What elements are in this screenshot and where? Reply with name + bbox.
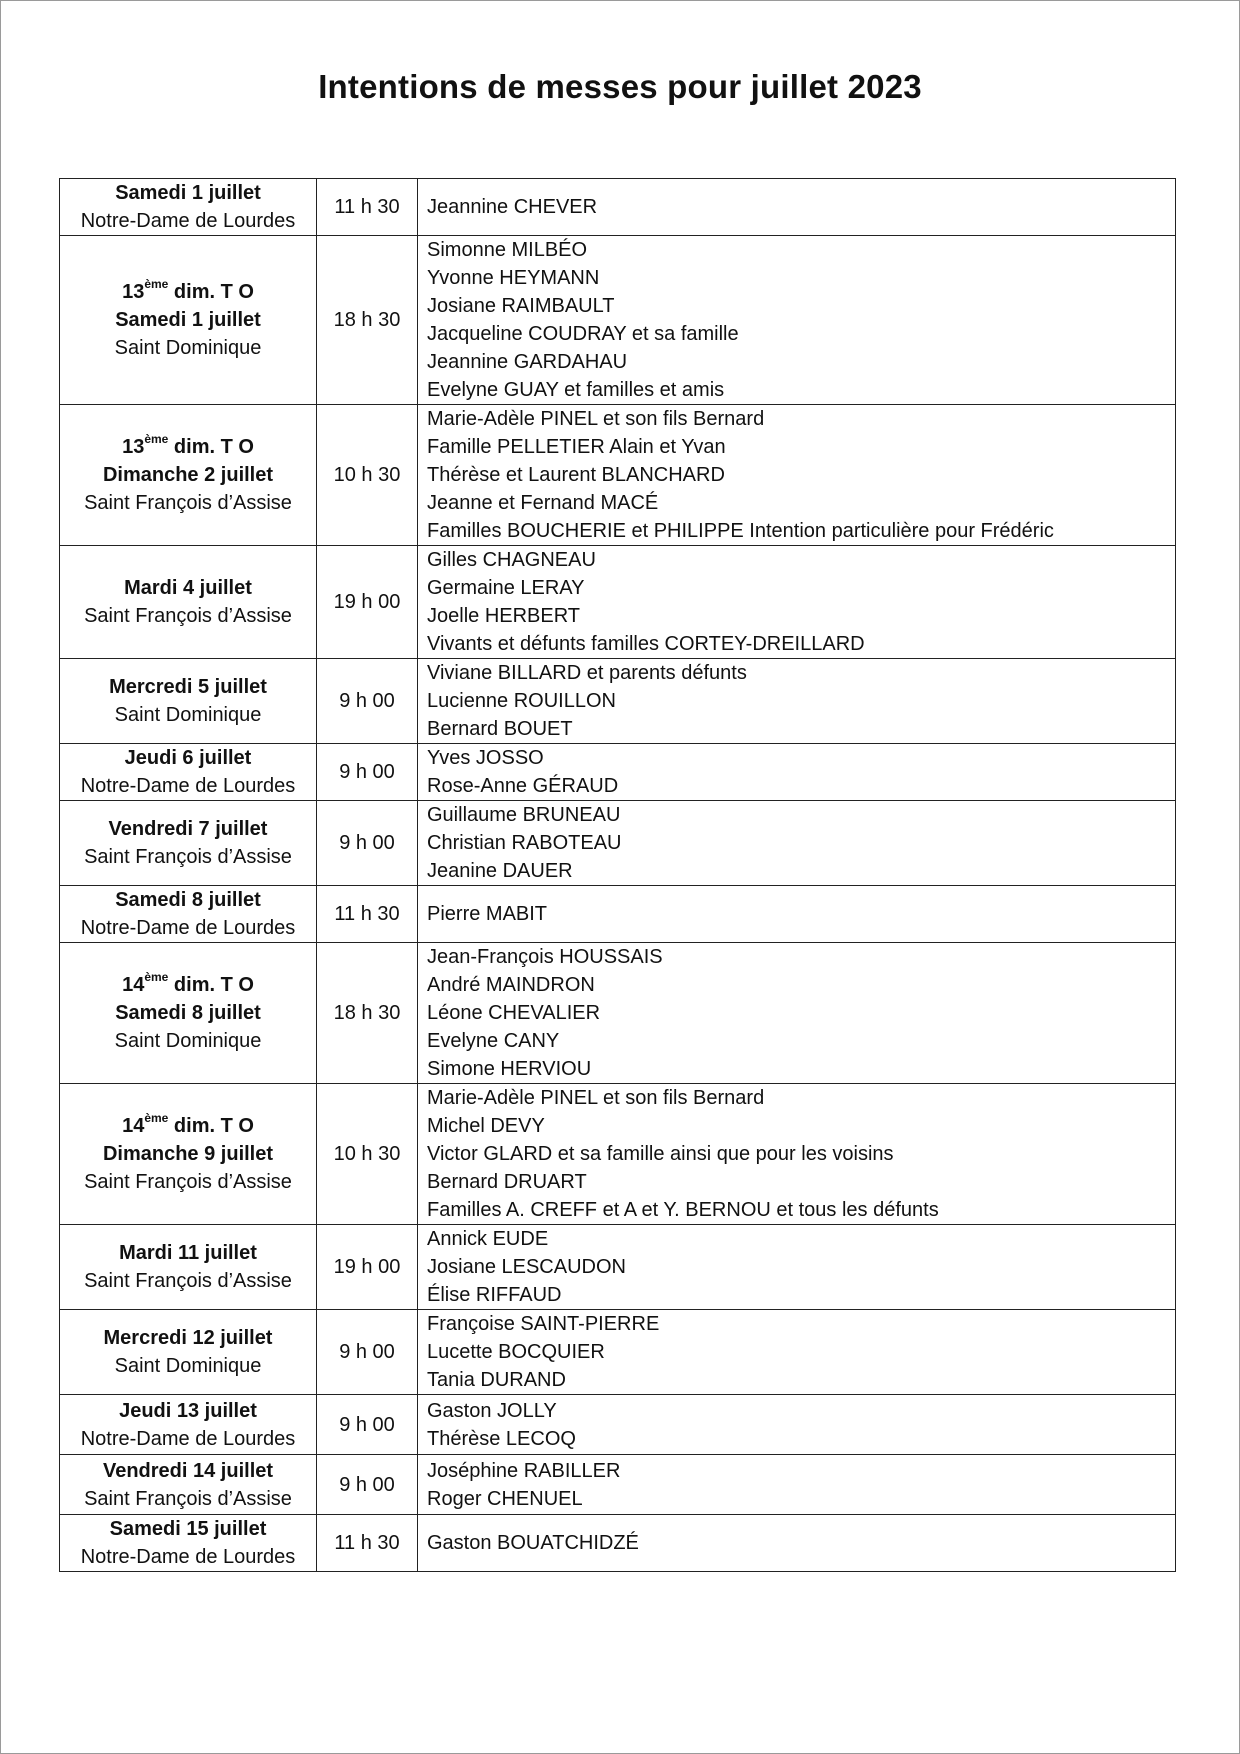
intention-name: Familles A. CREFF et A et Y. BERNOU et tous les défunts — [427, 1199, 939, 1221]
sunday-number: 14 — [122, 974, 145, 996]
date-place-cell — [60, 744, 317, 801]
intention-name: Roger CHENUEL — [427, 1487, 583, 1510]
intention-name: Josiane RAIMBAULT — [427, 295, 615, 317]
mass-time: 9 h 00 — [317, 659, 418, 744]
mass-date: Samedi 8 juillet — [115, 1002, 261, 1024]
mass-intentions-table-body — [60, 179, 1176, 1572]
intention-name: Jeannine CHEVER — [427, 196, 598, 218]
intention-name: Viviane BILLARD et parents défunts — [427, 662, 747, 684]
intention-name: Élise RIFFAUD — [427, 1284, 562, 1306]
intention-name: Thérèse LECOQ — [427, 1427, 576, 1450]
mass-time: 11 h 30 — [317, 179, 418, 236]
mass-date: Mardi 4 juillet — [124, 577, 252, 599]
sunday-label-rest: dim. T O — [168, 1115, 254, 1137]
church-name: Saint François d’Assise — [84, 1270, 292, 1292]
intentions-cell — [418, 886, 1176, 943]
intention-name: Evelyne CANY — [427, 1030, 560, 1052]
mass-time: 9 h 00 — [317, 744, 418, 801]
intention-name: Jean-François HOUSSAIS — [427, 946, 663, 968]
page-title: Intentions de messes pour juillet 2023 — [318, 68, 922, 105]
church-name: Notre-Dame de Lourdes — [80, 210, 296, 232]
intention-name: Gilles CHAGNEAU — [427, 549, 596, 571]
church-name: Saint Dominique — [114, 1030, 262, 1052]
mass-date: Jeudi 6 juillet — [124, 747, 252, 769]
intention-name: Josiane LESCAUDON — [427, 1256, 626, 1278]
intention-name: Rose-Anne GÉRAUD — [427, 775, 619, 797]
mass-date: Samedi 8 juillet — [115, 889, 261, 911]
mass-date: Samedi 1 juillet — [115, 182, 261, 204]
sunday-ordinal-suffix: ème — [144, 1111, 169, 1126]
church-name: Saint François d’Assise — [84, 492, 292, 514]
intention-name: Lucienne ROUILLON — [427, 690, 616, 712]
intention-name: Yves JOSSO — [427, 747, 544, 769]
intentions-cell — [418, 1225, 1176, 1310]
intention-name: Michel DEVY — [427, 1115, 545, 1137]
sunday-number: 13 — [122, 436, 145, 458]
sunday-number: 14 — [122, 1115, 145, 1137]
intentions-cell — [418, 1395, 1176, 1455]
mass-time: 9 h 00 — [317, 1310, 418, 1395]
intention-name: Jeanine DAUER — [427, 860, 573, 882]
sunday-number: 13 — [122, 281, 145, 303]
intention-name: Jacqueline COUDRAY et sa famille — [427, 323, 739, 345]
church-name: Saint Dominique — [114, 704, 262, 726]
intentions-cell — [418, 943, 1176, 1084]
mass-date: Dimanche 2 juillet — [102, 464, 274, 486]
intention-name: Jeanne et Fernand MACÉ — [427, 492, 659, 514]
mass-date: Samedi 15 juillet — [109, 1518, 267, 1540]
intention-name: Pierre MABIT — [427, 903, 548, 925]
intention-name: Joséphine RABILLER — [427, 1459, 621, 1482]
church-name: Saint François d’Assise — [84, 1487, 292, 1510]
mass-date: Mercredi 5 juillet — [109, 676, 267, 698]
date-place-cell — [60, 1225, 317, 1310]
mass-time: 18 h 30 — [317, 943, 418, 1084]
table-row — [60, 886, 1176, 943]
table-row — [60, 1515, 1176, 1572]
intentions-cell — [418, 1455, 1176, 1515]
mass-date: Mercredi 12 juillet — [103, 1327, 273, 1349]
intention-name: Gaston JOLLY — [427, 1399, 557, 1422]
intentions-cell — [418, 546, 1176, 659]
liturgical-sunday-label — [60, 1112, 316, 1140]
intention-name: Marie-Adèle PINEL et son fils Bernard — [427, 1087, 765, 1109]
intention-name: Evelyne GUAY et familles et amis — [427, 379, 725, 401]
table-row — [60, 744, 1176, 801]
intention-name: André MAINDRON — [427, 974, 595, 996]
intention-name: Guillaume BRUNEAU — [427, 804, 621, 826]
mass-time: 10 h 30 — [317, 405, 418, 546]
intention-name: Marie-Adèle PINEL et son fils Bernard — [427, 408, 765, 430]
mass-time: 9 h 00 — [317, 801, 418, 886]
date-place-cell — [60, 1084, 317, 1225]
intention-name: Jeannine GARDAHAU — [427, 351, 628, 373]
intention-name: Thérèse et Laurent BLANCHARD — [427, 464, 725, 486]
mass-time: 11 h 30 — [317, 1515, 418, 1572]
church-name: Saint François d’Assise — [84, 846, 292, 868]
table-row — [60, 801, 1176, 886]
intention-name: Tania DURAND — [427, 1369, 566, 1391]
intention-name: Yvonne HEYMANN — [427, 267, 600, 289]
intentions-cell — [418, 179, 1176, 236]
mass-date: Samedi 1 juillet — [115, 309, 261, 331]
intention-name: Gaston BOUATCHIDZÉ — [427, 1532, 639, 1554]
sunday-ordinal-suffix: ème — [144, 970, 169, 985]
intention-name: Famille PELLETIER Alain et Yvan — [427, 436, 726, 458]
mass-date: Dimanche 9 juillet — [102, 1143, 274, 1165]
mass-time: 18 h 30 — [317, 236, 418, 405]
table-row — [60, 1225, 1176, 1310]
intention-name: Léone CHEVALIER — [427, 1002, 601, 1024]
table-row — [60, 1084, 1176, 1225]
table-row — [60, 1310, 1176, 1395]
date-place-cell — [60, 1515, 317, 1572]
table-row — [60, 179, 1176, 236]
table-row — [60, 1455, 1176, 1515]
mass-date: Mardi 11 juillet — [119, 1242, 257, 1264]
sunday-ordinal-suffix: ème — [144, 432, 169, 447]
date-place-cell — [60, 659, 317, 744]
mass-date: Vendredi 14 juillet — [102, 1459, 274, 1482]
mass-time: 19 h 00 — [317, 1225, 418, 1310]
intention-name: Victor GLARD et sa famille ainsi que pour les voisins — [427, 1143, 894, 1165]
intention-name: Lucette BOCQUIER — [427, 1341, 605, 1363]
intention-name: Joelle HERBERT — [427, 605, 581, 627]
intentions-cell — [418, 1515, 1176, 1572]
date-place-cell — [60, 546, 317, 659]
intentions-cell — [418, 1084, 1176, 1225]
church-name: Notre-Dame de Lourdes — [80, 1427, 296, 1450]
intentions-cell — [418, 659, 1176, 744]
date-place-cell — [60, 405, 317, 546]
intention-name: Vivants et défunts familles CORTEY-DREILLARD — [427, 633, 865, 655]
sunday-label-rest: dim. T O — [168, 436, 254, 458]
intention-name: Annick EUDE — [427, 1228, 549, 1250]
mass-time: 9 h 00 — [317, 1395, 418, 1455]
intentions-cell — [418, 405, 1176, 546]
intentions-cell — [418, 1310, 1176, 1395]
mass-date: Jeudi 13 juillet — [119, 1399, 257, 1422]
table-row — [60, 236, 1176, 405]
date-place-cell — [60, 236, 317, 405]
date-place-cell — [60, 1395, 317, 1455]
sunday-label-rest: dim. T O — [168, 974, 254, 996]
church-name: Notre-Dame de Lourdes — [80, 775, 296, 797]
intention-name: Françoise SAINT-PIERRE — [427, 1313, 660, 1335]
date-place-cell — [60, 1310, 317, 1395]
intention-name: Bernard BOUET — [427, 718, 573, 740]
intention-name: Christian RABOTEAU — [427, 832, 622, 854]
intention-name: Bernard DRUART — [427, 1171, 587, 1193]
intention-name: Simone HERVIOU — [427, 1058, 592, 1080]
intentions-cell — [418, 236, 1176, 405]
intention-name: Germaine LERAY — [427, 577, 585, 599]
mass-date: Vendredi 7 juillet — [108, 818, 268, 840]
date-place-cell — [60, 886, 317, 943]
mass-time: 19 h 00 — [317, 546, 418, 659]
liturgical-sunday-label — [60, 433, 316, 461]
church-name: Saint François d’Assise — [84, 1171, 292, 1193]
mass-time: 9 h 00 — [317, 1455, 418, 1515]
table-row — [60, 943, 1176, 1084]
date-place-cell — [60, 801, 317, 886]
table-row — [60, 546, 1176, 659]
date-place-cell — [60, 943, 317, 1084]
church-name: Saint Dominique — [114, 1355, 262, 1377]
intentions-cell — [418, 744, 1176, 801]
table-row — [60, 1395, 1176, 1455]
church-name: Notre-Dame de Lourdes — [80, 1546, 296, 1568]
intentions-cell — [418, 801, 1176, 886]
liturgical-sunday-label — [60, 278, 316, 306]
mass-time: 10 h 30 — [317, 1084, 418, 1225]
sunday-label-rest: dim. T O — [168, 281, 254, 303]
date-place-cell — [60, 179, 317, 236]
mass-intentions-table — [59, 178, 1176, 1572]
intention-name: Familles BOUCHERIE et PHILIPPE Intention particulière pour Frédéric — [427, 520, 1054, 542]
intention-name: Simonne MILBÉO — [427, 239, 588, 261]
table-row — [60, 405, 1176, 546]
church-name: Notre-Dame de Lourdes — [80, 917, 296, 939]
date-place-cell — [60, 1455, 317, 1515]
sunday-ordinal-suffix: ème — [144, 277, 169, 292]
mass-time: 11 h 30 — [317, 886, 418, 943]
table-row — [60, 659, 1176, 744]
church-name: Saint Dominique — [114, 337, 262, 359]
church-name: Saint François d’Assise — [84, 605, 292, 627]
liturgical-sunday-label — [60, 971, 316, 999]
